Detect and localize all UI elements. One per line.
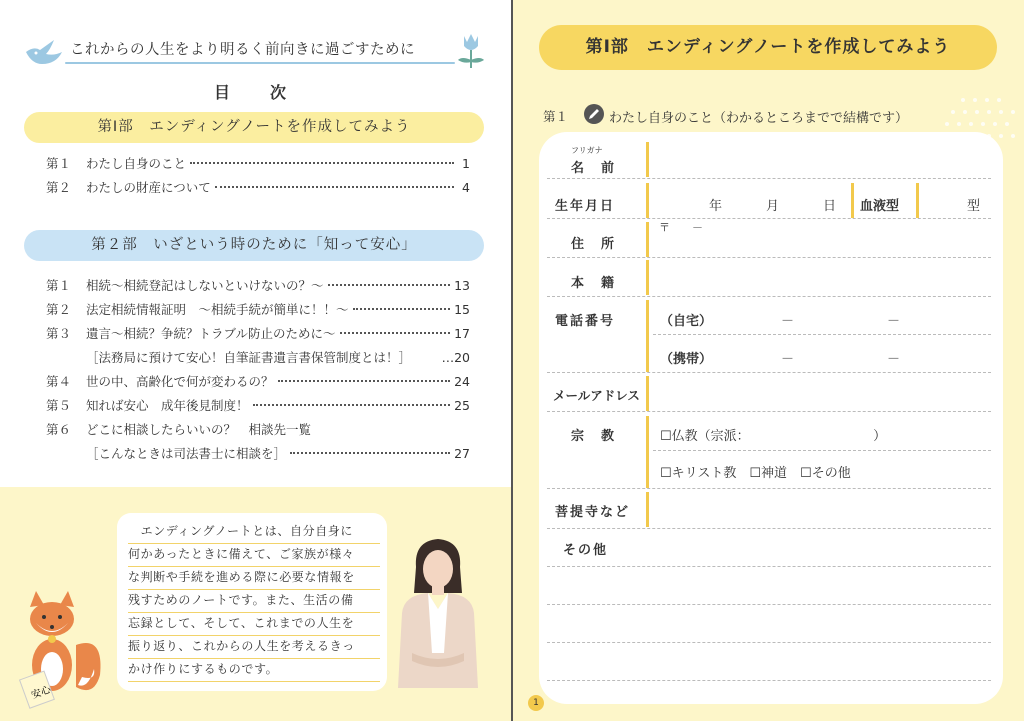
day-unit: 日 [823, 199, 837, 214]
field-separator [916, 183, 919, 218]
furigana-label: フリガナ [571, 146, 603, 155]
toc-row[interactable] [46, 274, 470, 296]
email-label: メールアドレス [553, 388, 640, 403]
row-line [547, 178, 991, 179]
toc-leader [190, 162, 454, 164]
pen-icon [583, 103, 605, 125]
toc-number: 第２ [46, 302, 72, 317]
honseki-field[interactable] [654, 266, 990, 292]
part1-title: 第Ⅰ部 エンディングノートを作成してみよう [24, 112, 484, 143]
intro-text: 振り返り、これからの人生を考えるきっ [128, 635, 380, 659]
field-separator [646, 376, 649, 411]
toc-leader [278, 380, 451, 382]
toc-page: 17 [454, 325, 470, 341]
birth-label: 生年月日 [555, 199, 616, 214]
postal-field[interactable]: 〒 － [659, 221, 703, 234]
month-unit: 月 [766, 199, 780, 214]
temple-label: 菩提寺など [555, 505, 631, 520]
row-line [547, 218, 991, 219]
row-line [547, 257, 991, 258]
intro-text: な判断や手続を進める際に必要な情報を [128, 566, 380, 590]
religion-option-buddhism[interactable]: ☐仏教（宗派： ） [660, 429, 887, 444]
toc-number: 第４ [46, 374, 72, 389]
part1-banner: 第Ⅰ部 エンディングノートを作成してみよう [539, 25, 997, 70]
toc-leader [215, 186, 454, 188]
intro-text: 忘録として、そして、これまでの人生を [128, 612, 380, 636]
field-separator [646, 260, 649, 295]
dash: － [887, 352, 901, 367]
year-unit: 年 [709, 199, 723, 214]
field-separator [646, 416, 649, 488]
other-label: その他 [563, 543, 609, 558]
toc-row[interactable] [46, 298, 470, 320]
bird-icon [24, 36, 64, 70]
toc-number: 第１ [46, 278, 72, 293]
intro-text: かけ作りにするものです。 [128, 658, 380, 682]
flower-icon [454, 30, 488, 70]
row-line [547, 411, 991, 412]
religion-label: 宗 教 [571, 429, 617, 444]
toc-title: 目 次 [213, 83, 298, 102]
header-underline [65, 62, 455, 64]
toc-row[interactable] [46, 152, 470, 174]
part2-title: 第２部 いざという時のために「知って安心」 [24, 230, 484, 261]
row-line [547, 372, 991, 373]
toc-leader [253, 404, 451, 406]
section-title: わたし自身のこと（わかるところまでで結構です） [609, 111, 909, 126]
toc-page: 24 [454, 373, 470, 389]
row-line [547, 528, 991, 529]
toc-page: 13 [454, 277, 470, 293]
toc-page: 15 [454, 301, 470, 317]
toc-item-title: わたし自身のこと [86, 156, 187, 171]
mobile-phone-label: （携帯） [660, 352, 713, 367]
toc-item-title: わたしの財産について [86, 180, 211, 195]
toc-row[interactable] [46, 394, 470, 416]
home-phone-label: （自宅） [660, 314, 713, 329]
toc-leader [290, 452, 450, 454]
row-line [547, 642, 991, 643]
toc-page: 25 [454, 397, 470, 413]
toc-item-title: 遺言～相続？争続？トラブル防止のために～ [86, 326, 336, 341]
page-number: 1 [528, 695, 544, 711]
row-line [547, 296, 991, 297]
toc-item-title: 世の中、高齢化で何が変わるの？ [86, 374, 274, 389]
dash: － [781, 352, 795, 367]
toc-row[interactable] [46, 322, 470, 344]
toc-item-title: ［法務局に預けて安心！自筆証書遺言書保管制度とは！］ [86, 350, 412, 365]
toc-row[interactable] [46, 370, 470, 392]
phone-label: 電話番号 [555, 314, 616, 329]
section-number: 第１ [543, 109, 569, 124]
dash: － [887, 314, 901, 329]
toc-page: 27 [454, 445, 470, 461]
toc-item-title: ［こんなときは司法書士に相談を］ [86, 446, 287, 461]
row-line [547, 604, 991, 605]
toc-leader [353, 308, 451, 310]
right-page [513, 0, 1024, 721]
honseki-label: 本 籍 [571, 276, 617, 291]
field-separator [646, 300, 649, 372]
dash: － [781, 314, 795, 329]
toc-item-title: 法定相続情報証明 ～相続手続が簡単に！！～ [86, 302, 349, 317]
field-separator [646, 183, 649, 218]
toc-item-title: どこに相談したらいいの？ 相談先一覧 [86, 422, 312, 437]
field-separator [851, 183, 854, 218]
toc-row[interactable] [46, 418, 470, 440]
toc-row[interactable] [46, 346, 470, 368]
blood-unit: 型 [967, 199, 981, 214]
row-line [653, 450, 991, 451]
toc-number: 第３ [46, 326, 72, 341]
person-photo [392, 533, 484, 688]
blood-label: 血液型 [860, 199, 900, 214]
address-label: 住 所 [571, 237, 617, 252]
fox-illustration [16, 585, 106, 710]
intro-text: 残すためのノートです。また、生活の備 [128, 589, 380, 613]
toc-page: …20 [441, 349, 470, 365]
intro-text: 何かあったときに備えて、ご家族が様々 [128, 543, 380, 567]
toc-row[interactable] [46, 442, 470, 464]
name-label: 名 前 [571, 161, 617, 176]
row-line [547, 680, 991, 681]
toc-row[interactable] [46, 176, 470, 198]
row-line [653, 334, 991, 335]
toc-page: 4 [462, 179, 470, 195]
toc-leader [328, 284, 451, 286]
toc-item-title: 知れば安心 成年後見制度！ [86, 398, 249, 413]
name-field[interactable] [654, 150, 990, 176]
row-line [547, 566, 991, 567]
toc-item-title: 相続～相続登記はしないといけないの？～ [86, 278, 324, 293]
field-separator [646, 222, 649, 257]
religion-option-others[interactable]: ☐キリスト教 ☐神道 ☐その他 [660, 466, 851, 481]
field-separator [646, 492, 649, 527]
toc-page: 1 [462, 155, 470, 171]
intro-text: エンディングノートとは、自分自身に [128, 520, 380, 544]
toc-number: 第１ [46, 156, 72, 171]
toc-number: 第６ [46, 422, 72, 437]
toc-number: 第５ [46, 398, 72, 413]
field-separator [646, 142, 649, 177]
toc-leader [340, 332, 451, 334]
toc-number: 第２ [46, 180, 72, 195]
page-header: これからの人生をより明るく前向きに過ごすために [70, 42, 415, 58]
row-line [547, 488, 991, 489]
fox-sign-text: 安心 [30, 684, 53, 702]
